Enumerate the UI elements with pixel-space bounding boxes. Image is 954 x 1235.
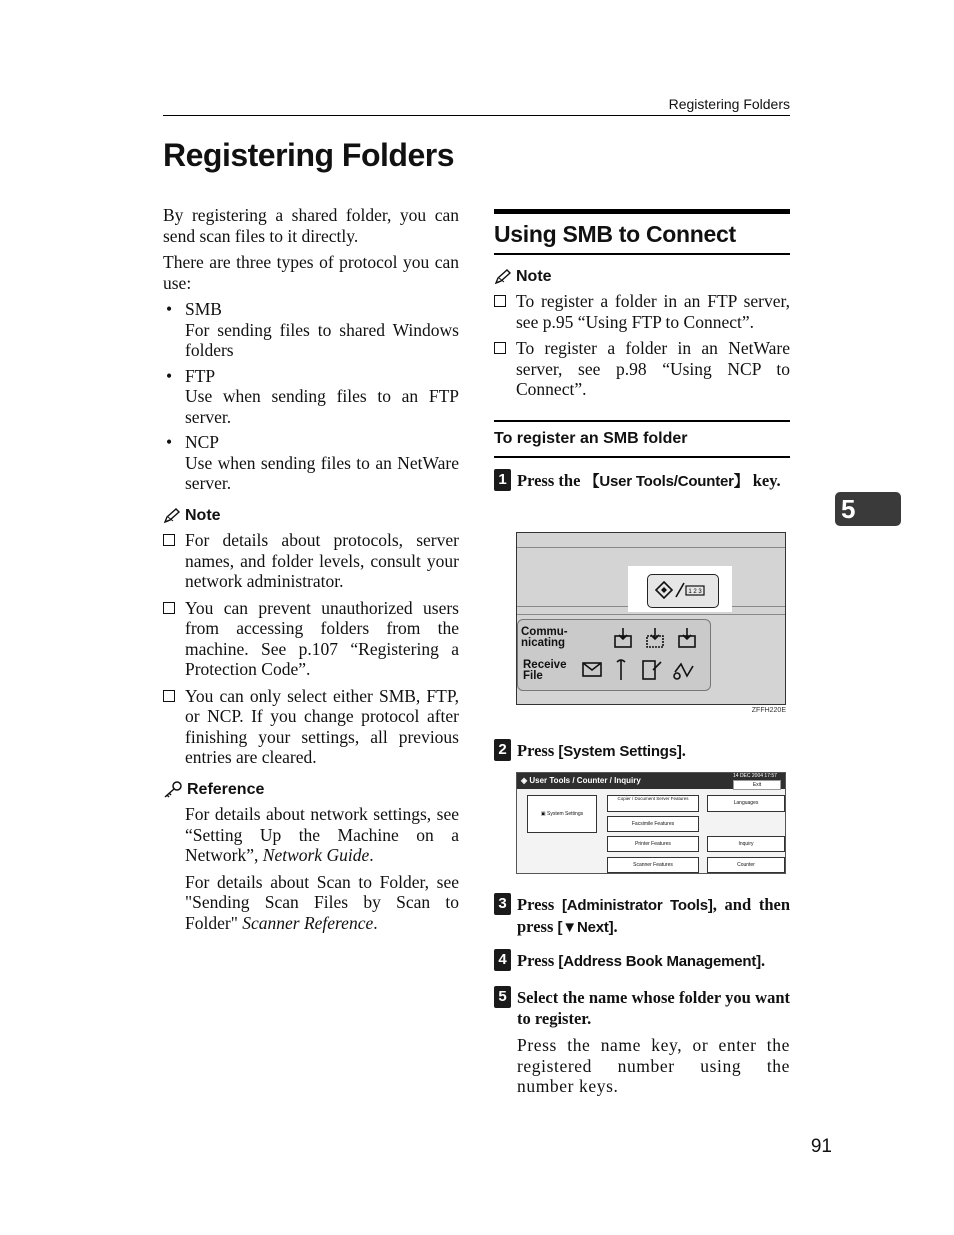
steps-3-5 xyxy=(494,894,790,1097)
note-label: Note xyxy=(185,506,221,524)
inquiry-button[interactable]: Inquiry xyxy=(707,836,785,852)
checkbox-icon xyxy=(494,342,506,354)
step-2: 2 Press [System Settings]. xyxy=(494,740,790,762)
key-name: [▼Next] xyxy=(557,919,614,936)
system-settings-button[interactable]: ▣ System Settings xyxy=(527,795,597,833)
languages-button[interactable]: Languages xyxy=(707,795,785,812)
scanner-features-button[interactable]: Scanner Features xyxy=(607,857,699,873)
reference-label: Reference xyxy=(187,780,265,798)
protocol-name: SMB xyxy=(185,299,222,319)
running-header: Registering Folders xyxy=(668,96,790,112)
pencil-icon xyxy=(494,269,512,285)
step-number: 3 xyxy=(494,893,511,915)
protocol-name: NCP xyxy=(185,432,220,452)
communicating-label: Commu- nicating xyxy=(521,626,568,649)
bullet-icon: • xyxy=(166,299,173,319)
step-3: 3 Press [Administrator Tools], and then press [▼Next]. xyxy=(494,894,790,938)
user-tools-screen-illustration xyxy=(516,772,786,874)
key-name: 【User Tools/Counter】 xyxy=(584,473,749,490)
note-heading xyxy=(163,506,459,527)
step-number: 5 xyxy=(494,986,511,1008)
figure-code: ZFFH220E xyxy=(751,707,786,714)
reference-paragraph: For details about network settings, see “Setting Up the Machine on a Network”, Network Guide. xyxy=(185,804,459,865)
screen-date: 14 DEC 2004 17:57 xyxy=(733,773,777,779)
key-name: [Administrator Tools] xyxy=(561,897,713,914)
note-item: To register a folder in an NetWare server, see p.98 “Using NCP to Connect”. xyxy=(494,338,790,400)
counter-button[interactable]: Counter xyxy=(707,857,785,873)
left-column xyxy=(163,205,459,939)
key-name: [Address Book Management] xyxy=(558,953,761,970)
chapter-tab: 5 xyxy=(835,492,901,526)
protocol-name: FTP xyxy=(185,365,216,386)
bullet-icon: • xyxy=(166,365,173,386)
checkbox-icon xyxy=(163,690,175,702)
step-1: 1 Press the 【User Tools/Counter】 key. xyxy=(494,470,790,492)
page-number: 91 xyxy=(810,1136,832,1157)
facsimile-features-button[interactable]: Facsimile Features xyxy=(607,816,699,832)
note-heading xyxy=(494,267,790,288)
protocol-item xyxy=(163,299,459,361)
note-item: You can only select either SMB, FTP, or NCP. If you change protocol after finishing your settings, all previous entries are cleared. xyxy=(163,686,459,768)
header-rule xyxy=(163,115,790,116)
doc-title: Scanner Reference xyxy=(242,912,374,933)
exit-button[interactable]: Exit xyxy=(733,780,781,790)
checkbox-icon xyxy=(494,295,506,307)
step-number: 2 xyxy=(494,739,511,761)
note-item: To register a folder in an FTP server, see p.95 “Using FTP to Connect”. xyxy=(494,291,790,332)
step-detail: Press the name key, or enter the registered number using the number keys. xyxy=(517,1035,790,1096)
reference-body xyxy=(163,804,459,933)
protocol-desc: For sending files to shared Windows folders xyxy=(185,319,459,360)
svg-text:1 2 3: 1 2 3 xyxy=(688,589,702,595)
subsection-title: To register an SMB folder xyxy=(494,429,688,447)
doc-title: Network Guide xyxy=(262,845,370,865)
step-number: 1 xyxy=(494,469,511,491)
intro-paragraph: By registering a shared folder, you can send scan files to it directly. xyxy=(163,205,459,246)
copier-features-button[interactable]: Copier / Document Server Features xyxy=(607,795,699,812)
checkbox-icon xyxy=(163,534,175,546)
section-rule xyxy=(494,253,790,255)
printer-features-button[interactable]: Printer Features xyxy=(607,836,699,852)
right-column xyxy=(494,205,790,492)
pencil-icon xyxy=(163,508,181,524)
reference-heading xyxy=(163,780,459,801)
receive-file-label: Receive File xyxy=(523,659,567,682)
note-label: Note xyxy=(516,267,552,285)
screen-title: ◈ User Tools / Counter / Inquiry xyxy=(521,776,641,785)
subsection-rule xyxy=(494,420,790,422)
section-title: Using SMB to Connect xyxy=(494,221,736,247)
page-title: Registering Folders xyxy=(163,137,454,173)
note-item: You can prevent unauthorized users from accessing folders from the machine. See p.107 “Registering a Protection Code”. xyxy=(163,598,459,680)
protocol-item xyxy=(163,366,459,428)
protocol-desc: Use when sending files to an NetWare server. xyxy=(185,452,459,493)
key-icon xyxy=(163,781,183,799)
reference-paragraph: For details about Scan to Folder, see "Sending Scan Files by Scan to Folder" Scanner Reference. xyxy=(185,871,459,933)
settings-icon: ▣ xyxy=(540,811,547,817)
note-item: For details about protocols, server names, and folder levels, consult your network administrator. xyxy=(163,530,459,592)
protocol-item xyxy=(163,432,459,494)
communicating-indicators-icon xyxy=(613,627,703,651)
section-bar xyxy=(494,209,790,214)
bullet-icon: • xyxy=(166,432,173,452)
step-5: 5 Select the name whose folder you want to register. Press the name key, or enter the registered number using the number keys. xyxy=(494,987,790,1097)
key-name: [System Settings] xyxy=(558,743,682,760)
control-panel-illustration xyxy=(516,532,786,705)
step-4: 4 Press [Address Book Management]. xyxy=(494,950,790,972)
intro-paragraph: There are three types of protocol you can use: xyxy=(163,252,459,293)
checkbox-icon xyxy=(163,602,175,614)
protocol-desc: Use when sending files to an FTP server. xyxy=(185,386,459,427)
user-tools-icon xyxy=(648,575,716,605)
user-tools-counter-key[interactable] xyxy=(647,574,719,608)
step-number: 4 xyxy=(494,949,511,971)
receive-file-indicators-icon xyxy=(581,658,703,682)
